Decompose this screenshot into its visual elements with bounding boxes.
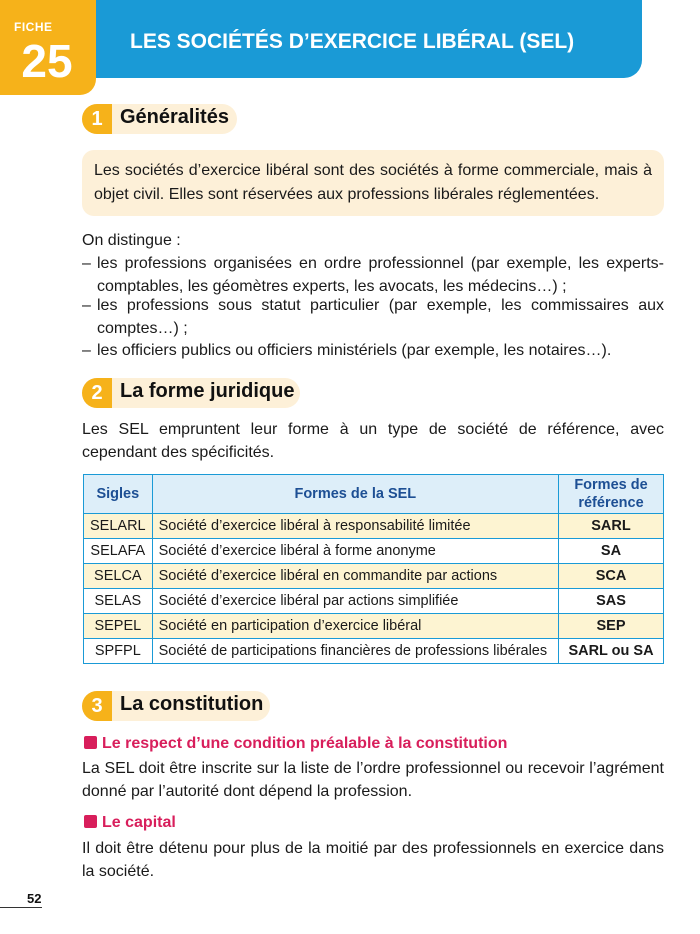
definition-text: Les sociétés d’exercice libéral sont des sociétés à forme commerciale, mais à objet civil. Elles sont réservées aux professions libérales réglementées. bbox=[94, 162, 652, 203]
table-cell: Société de participations financières de professions libérales bbox=[152, 639, 558, 664]
page-number-rule bbox=[0, 907, 42, 908]
table-cell: SAS bbox=[559, 589, 664, 614]
fiche-number: 25 bbox=[21, 35, 73, 87]
subheading-condition bbox=[84, 735, 507, 753]
table-row bbox=[84, 514, 664, 539]
table-cell: Société d’exercice libéral par actions simplifiée bbox=[152, 589, 558, 614]
table-cell: SPFPL bbox=[84, 639, 153, 664]
fiche-label: FICHE bbox=[14, 20, 53, 34]
table-cell: SELAS bbox=[84, 589, 153, 614]
definition-box bbox=[82, 150, 664, 216]
capital-text: Il doit être détenu pour plus de la moitié par des professionnels en exercice dans la société. bbox=[82, 840, 664, 880]
section-number: 2 bbox=[82, 378, 112, 408]
section-number: 1 bbox=[82, 104, 112, 134]
section-heading-generalites bbox=[82, 104, 237, 134]
subheading-capital bbox=[84, 814, 176, 832]
table-cell: Société en participation d’exercice libéral bbox=[152, 614, 558, 639]
section-title: La constitution bbox=[120, 693, 264, 715]
dash-marker: – bbox=[82, 342, 91, 359]
title-bar bbox=[96, 0, 642, 78]
condition-text: La SEL doit être inscrite sur la liste de l’ordre professionnel ou recevoir l’agrément donné par l’autorité dont dépend la profession. bbox=[82, 760, 664, 800]
column-header: Formes de la SEL bbox=[152, 475, 558, 514]
table-cell: SA bbox=[559, 539, 664, 564]
list-item: les professions sous statut particulier (par exemple, les commissaires aux comptes…) ; bbox=[97, 297, 664, 337]
section-heading-forme-juridique bbox=[82, 378, 300, 408]
table-cell: SEP bbox=[559, 614, 664, 639]
table-cell: SEPEL bbox=[84, 614, 153, 639]
subheading-text: Le respect d’une condition préalable à la constitution bbox=[102, 735, 508, 752]
intro-text: On distingue : bbox=[82, 232, 181, 249]
table-cell: SARL bbox=[559, 514, 664, 539]
table-cell: SELARL bbox=[84, 514, 153, 539]
column-header: Sigles bbox=[84, 475, 153, 514]
table-cell: Société d’exercice libéral en commandite par actions bbox=[152, 564, 558, 589]
fiche-badge bbox=[0, 0, 96, 95]
table-row bbox=[84, 539, 664, 564]
section-heading-constitution bbox=[82, 691, 270, 721]
table-cell: SELCA bbox=[84, 564, 153, 589]
table-row bbox=[84, 614, 664, 639]
table-cell: Société d’exercice libéral à forme anonyme bbox=[152, 539, 558, 564]
table-header-row bbox=[84, 475, 664, 514]
section-title: La forme juridique bbox=[120, 380, 295, 402]
page-title: LES SOCIÉTÉS D’EXERCICE LIBÉRAL (SEL) bbox=[130, 30, 575, 53]
table-row bbox=[84, 589, 664, 614]
section-title: Généralités bbox=[120, 106, 229, 128]
list-item: les professions organisées en ordre professionnel (par exemple, les experts-comptables, les géomètres experts, les avocats, les médecins…) ; bbox=[97, 255, 664, 295]
page-number: 52 bbox=[27, 891, 42, 906]
table-cell: SARL ou SA bbox=[559, 639, 664, 664]
intro-text: Les SEL empruntent leur forme à un type de société de référence, avec cependant des spécificités. bbox=[82, 421, 664, 461]
square-bullet-icon bbox=[84, 736, 97, 749]
table-cell: SCA bbox=[559, 564, 664, 589]
column-header: Formes de référence bbox=[559, 475, 664, 514]
subheading-text: Le capital bbox=[102, 814, 176, 831]
dash-marker: – bbox=[82, 297, 91, 314]
section-number: 3 bbox=[82, 691, 112, 721]
sel-table bbox=[83, 474, 664, 664]
square-bullet-icon bbox=[84, 815, 97, 828]
table-cell: SELAFA bbox=[84, 539, 153, 564]
table-cell: Société d’exercice libéral à responsabilité limitée bbox=[152, 514, 558, 539]
list-item: les officiers publics ou officiers ministériels (par exemple, les notaires…). bbox=[97, 342, 612, 359]
dash-marker: – bbox=[82, 255, 91, 272]
table-row bbox=[84, 639, 664, 664]
table-row bbox=[84, 564, 664, 589]
